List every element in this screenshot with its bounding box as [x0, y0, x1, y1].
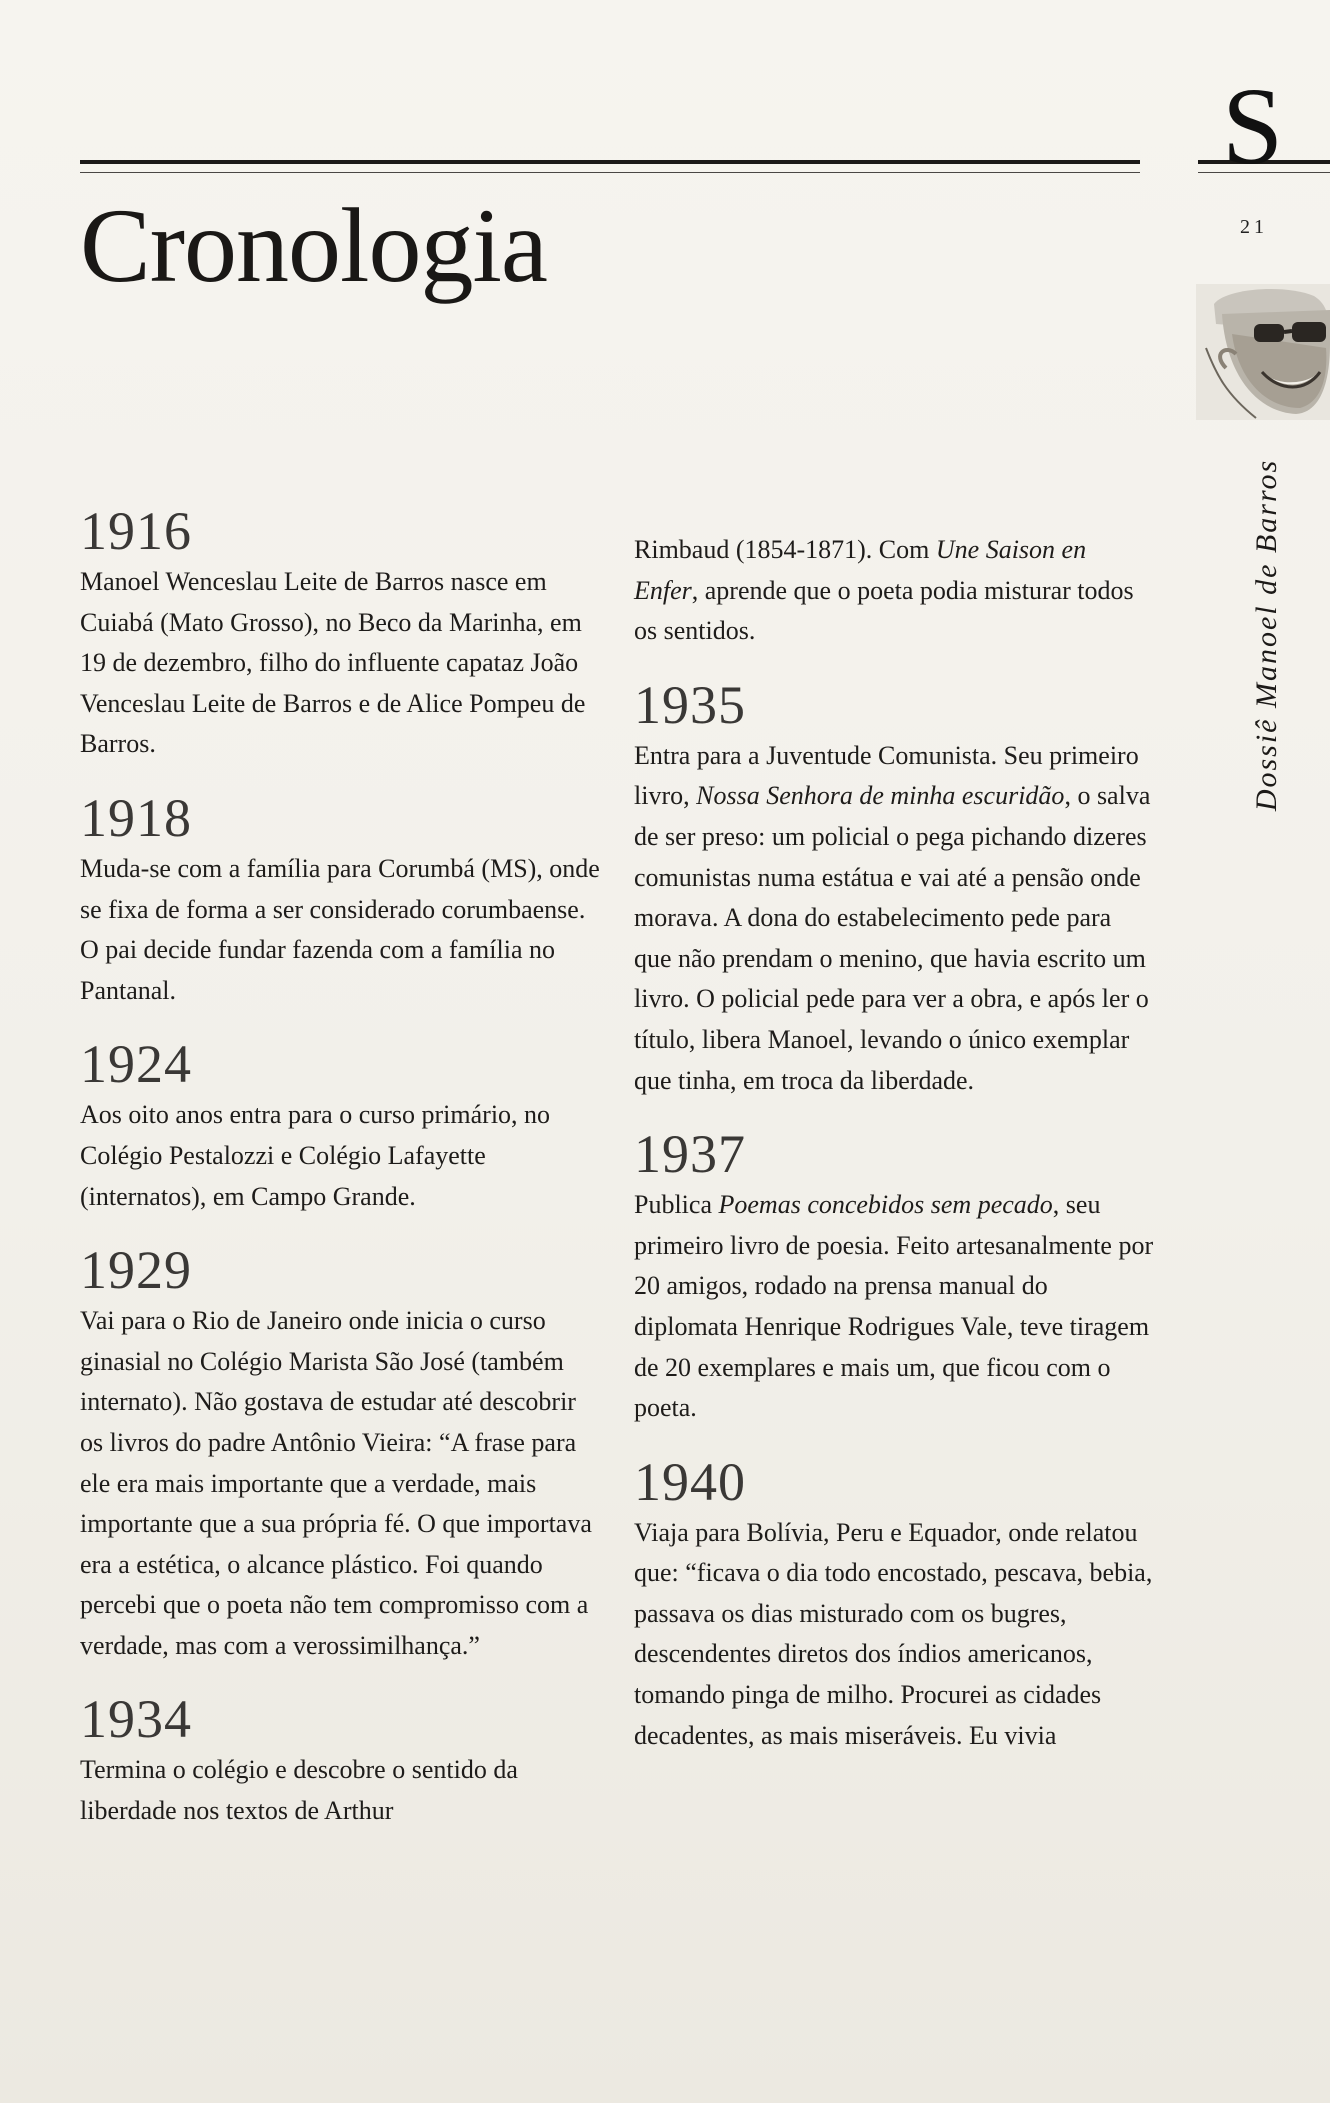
chronology-right-column	[634, 530, 1154, 1756]
header-rule-thin	[80, 172, 1140, 173]
page-title: Cronologia	[80, 187, 547, 304]
entry-text-part: , aprende que o poeta podia misturar todos os sentidos.	[634, 575, 1134, 646]
entry-text: Termina o colégio e descobre o sentido da liberdade nos textos de Arthur	[80, 1755, 518, 1826]
entry-year: 1935	[634, 674, 746, 735]
entry-year: 1916	[80, 501, 192, 561]
chronology-entry-continued	[634, 530, 1154, 652]
book-title: Poemas concebidos sem pecado	[718, 1190, 1053, 1220]
dossier-title	[1250, 450, 1284, 820]
author-portrait	[1196, 284, 1330, 420]
entry-text: Vai para o Rio de Janeiro onde inicia o curso ginasial no Colégio Marista São José (também internato). Não gostava de estudar até descobrir os livros do padre Antônio Vieira: “A frase para ele era mais importante que a verdade, mais importante que a sua própria fé. O que importava era a estética, o alcance plástico. Foi quando percebi que o poeta não tem compromisso com a verdade, mas com a verossimilhança.”	[80, 1306, 592, 1660]
entry-text-part: , o salva de ser preso: um policial o pega pichando dizeres comunistas numa estátua e vai até a pensão onde morava. A dona do estabelecimento pede para que não prendam o menino, que havia escrito um livro. O policial pede para ver a obra, e após ler o título, libera Manoel, levando o único exemplar que tinha, em troca da liberdade.	[634, 781, 1151, 1095]
entry-year: 1918	[80, 787, 192, 848]
chronology-entry	[634, 1123, 1154, 1429]
chronology-entry	[80, 1688, 600, 1831]
entry-text-part: Rimbaud (1854-1871). Com	[634, 535, 936, 564]
chronology-entry	[80, 787, 600, 1011]
chronology-left-column	[80, 500, 600, 1832]
entry-year: 1937	[634, 1124, 746, 1185]
entry-year: 1924	[80, 1034, 192, 1095]
entry-text-part: Viaja para Bolívia, Peru e Equador, onde relatou que: “ficava o dia todo encostado, pescava, bebia, passava os dias misturado com os bugres, descendentes diretos dos índios americanos, tomando pinga de milho. Procurei as cidades decadentes, as mais miseráveis. Eu vivia	[634, 1517, 1153, 1750]
chronology-entry	[80, 1239, 600, 1666]
entry-text	[634, 1513, 1154, 1757]
entry-year: 1940	[634, 1451, 746, 1512]
entry-text	[634, 736, 1154, 1101]
entry-text: Manoel Wenceslau Leite de Barros nasce em Cuiabá (Mato Grosso), no Beco da Marinha, em 19 de dezembro, filho do influente capataz João Venceslau Leite de Barros e de Alice Pompeu de Barros.	[80, 567, 586, 759]
book-title: Nossa Senhora de minha escuridão	[696, 781, 1065, 811]
entry-text-part: , seu primeiro livro de poesia. Feito artesanalmente por 20 amigos, rodado na prensa manual do diplomata Henrique Rodrigues Vale, teve tiragem de 20 exemplares e mais um, que ficou com o poeta.	[634, 1190, 1154, 1423]
book-title: Une Saison en Enfer	[634, 535, 1087, 605]
section-letter: S	[1222, 65, 1284, 187]
chronology-entry	[80, 1033, 600, 1217]
entry-text-part: Entra para a Juventude Comunista. Seu primeiro livro,	[634, 740, 1139, 811]
entry-text-part: Publica	[634, 1190, 719, 1220]
entry-text: Aos oito anos entra para o curso primário, no Colégio Pestalozzi e Colégio Lafayette (internatos), em Campo Grande.	[80, 1100, 551, 1211]
page-number: 21	[1240, 216, 1268, 238]
entry-year: 1934	[80, 1689, 192, 1750]
entry-text	[634, 530, 1154, 652]
header-rule	[80, 160, 1140, 164]
entry-year: 1929	[80, 1240, 192, 1301]
dossier-title-text: Dossiê Manoel de Barros	[1250, 458, 1284, 812]
entry-text	[634, 1185, 1154, 1429]
entry-text: Muda-se com a família para Corumbá (MS), onde se fixa de forma a ser considerado corumbaense. O pai decide fundar fazenda com a família no Pantanal.	[80, 853, 600, 1005]
chronology-entry	[634, 1451, 1154, 1757]
chronology-entry	[634, 674, 1154, 1101]
chronology-entry	[80, 500, 600, 765]
